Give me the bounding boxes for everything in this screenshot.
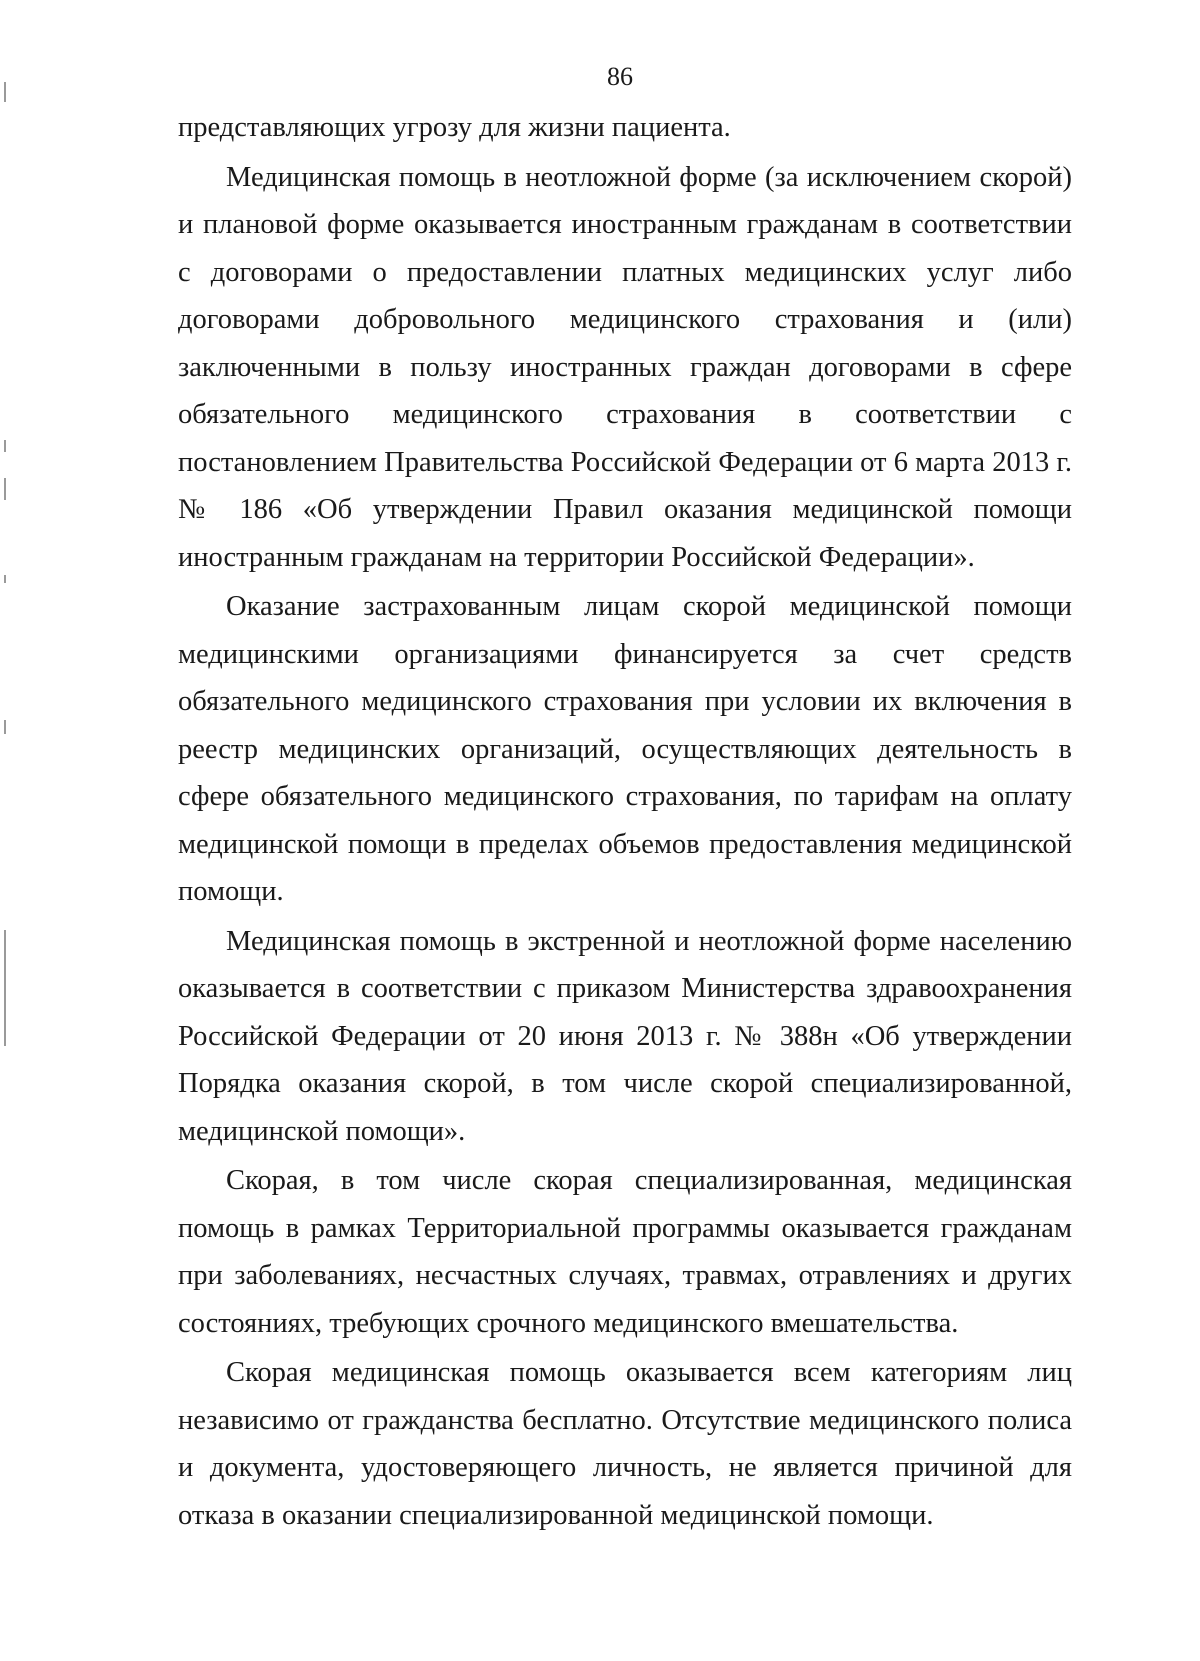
paragraph-emergency-order: Медицинская помощь в экстренной и неотложной форме населению оказывается в соответствии с приказом Министерства здравоохранения Российской Федерации от 20 июня 2013 г. № 388н «Об утверждении Порядка оказания скорой, в том числе скорой специализированной, медицинской помощи». bbox=[178, 925, 1072, 1147]
document-body bbox=[178, 104, 1072, 1539]
scan-edge-mark bbox=[4, 575, 6, 583]
page-number: 86 bbox=[607, 62, 633, 91]
paragraph-foreign-citizens: Медицинская помощь в неотложной форме (за исключением скорой) и плановой форме оказывается иностранным гражданам в соответствии с договорами о предоставлении платных медицинских услуг либо договорами добровольного медицинского страхования и (или) заключенными в пользу иностранных граждан договорами в сфере обязательного медицинского страхования в соответствии с постановлением Правительства Российской Федерации от 6 марта 2013 г. № 186 «Об утверждении Правил оказания медицинской помощи иностранным гражданам на территории Российской Федерации». bbox=[178, 161, 1072, 573]
scan-edge-mark bbox=[4, 1020, 6, 1046]
scan-edge-mark bbox=[4, 720, 6, 734]
scan-edge-mark bbox=[4, 478, 6, 500]
paragraph-ambulance-free: Скорая медицинская помощь оказывается всем категориям лиц независимо от гражданства бесплатно. Отсутствие медицинского полиса и документа, удостоверяющего личность, не является причиной для отказа в оказании специализированной медицинской помощи. bbox=[178, 1357, 1072, 1531]
paragraph-insured-ambulance: Оказание застрахованным лицам скорой медицинской помощи медицинскими организациями финансируется за счет средств обязательного медицинского страхования при условии их включения в реестр медицинских организаций, осуществляющих деятельность в сфере обязательного медицинского страхования, по тарифам на оплату медицинской помощи в пределах объемов предоставления медицинской помощи. bbox=[178, 591, 1072, 907]
scan-edge-mark bbox=[4, 930, 6, 1020]
scan-edge-mark bbox=[4, 440, 6, 452]
paragraph-continuation: представляющих угрозу для жизни пациента. bbox=[178, 112, 731, 143]
paragraph-ambulance-program: Скорая, в том числе скорая специализированная, медицинская помощь в рамках Территориальной программы оказывается гражданам при заболеваниях, несчастных случаях, травмах, отравлениях и других состояниях, требующих срочного медицинского вмешательства. bbox=[178, 1165, 1072, 1339]
